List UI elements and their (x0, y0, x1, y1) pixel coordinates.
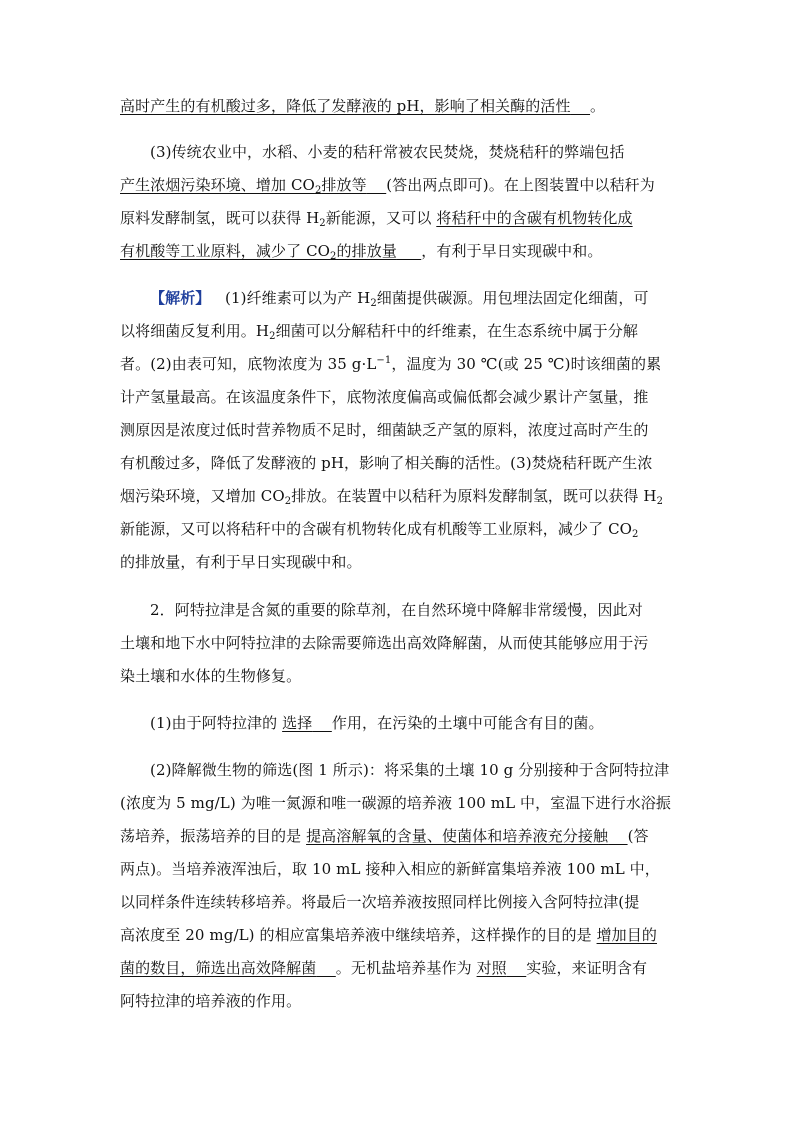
answer-underlined: 选择 (282, 714, 313, 732)
analysis-label: 【解析】 (150, 289, 211, 307)
question-2-part-2-line-4: 两点)。当培养液浑浊后，取 10 mL 接种入相应的新鲜富集培养液 100 mL 中， (120, 860, 660, 878)
analysis-line-3: 者。(2)由表可知，底物浓度为 35 $g\cdot L^{-1}$，温度为 30 ℃(或 25 ℃)时该细菌的累 (120, 355, 662, 373)
analysis-line-8: 新能源，又可以将秸秆中的含碳有机物转化成有机酸等工业原料，减少了 $CO_2$ (120, 520, 639, 540)
answer-underlined: 将秸秆中的含碳有机物转化成 (436, 209, 633, 227)
question-2-part-2-line-3: 荡培养，振荡培养的目的是 提高溶解氧的含量、使菌体和培养液充分接触 (答 (120, 827, 649, 845)
analysis-line-7: 烟污染环境，又增加 $CO_2$排放。在装置中以秸秆为原料发酵制氢，既可以获得 $H_2$ (120, 487, 664, 507)
question-2-intro-line-2: 土壤和地下水中阿特拉津的去除需要筛选出高效降解菌，从而使其能够应用于污 (120, 634, 649, 652)
question-2-part-2-line-7: 菌的数目，筛选出高效降解菌 。无机盐培养基作为 对照 实验，来证明含有 (120, 959, 648, 977)
question-2-intro-line-3: 染土壤和水体的生物修复。 (120, 667, 302, 685)
answer-underlined: 菌的数目，筛选出高效降解菌 (120, 959, 317, 977)
answer-underlined: 对照 (476, 959, 507, 977)
answer-underlined: 提高溶解氧的含量、使菌体和培养液充分接触 (306, 827, 609, 845)
question-2-part-1: (1)由于阿特拉津的 选择 作用，在污染的土壤中可能含有目的菌。 (150, 714, 604, 732)
answer-underlined: 产生浓烟污染环境、增加 $CO_2$排放等 (120, 176, 367, 196)
answer-line: 高时产生的有机酸过多，降低了发酵液的 pH，影响了相关酶的活性 。 (120, 97, 606, 115)
question-2-part-2-line-8: 阿特拉津的培养液的作用。 (120, 992, 302, 1010)
question-2-part-2-line-2: (浓度为 5 mg/L) 为唯一氮源和唯一碳源的培养液 100 mL 中，室温下进行水浴振 (120, 794, 672, 812)
question-3-line-2: 产生浓烟污染环境、增加 $CO_2$排放等 (答出两点即可)。在上图装置中以秸秆为 (120, 176, 655, 196)
question-3-line-3: 原料发酵制氢，既可以获得 $H_2$新能源，又可以 将秸秆中的含碳有机物转化成 (120, 209, 633, 229)
analysis-line-4: 计产氢量最高。在该温度条件下，底物浓度偏高或偏低都会减少累计产氢量，推 (120, 388, 649, 406)
analysis-line-5: 测原因是浓度过低时营养物质不足时，细菌缺乏产氢的原料，浓度过高时产生的 (120, 421, 649, 439)
answer-underlined: 高时产生的有机酸过多，降低了发酵液的 pH，影响了相关酶的活性 (120, 97, 571, 115)
analysis-line-9: 的排放量，有利于早日实现碳中和。 (120, 553, 362, 571)
question-3-line-1: (3)传统农业中，水稻、小麦的秸秆常被农民焚烧，焚烧秸秆的弊端包括 (150, 143, 625, 161)
analysis-line-2: 以将细菌反复利用。$H_2$细菌可以分解秸秆中的纤维素，在生态系统中属于分解 (120, 322, 638, 342)
answer-underlined: 增加目的 (596, 926, 657, 944)
analysis-line-6: 有机酸过多，降低了发酵液的 pH，影响了相关酶的活性。(3)焚烧秸秆既产生浓 (120, 454, 653, 472)
question-2-part-2-line-1: (2)降解微生物的筛选(图 1 所示)：将采集的土壤 10 g 分别接种于含阿特拉津 (150, 761, 670, 779)
question-2-part-2-line-6: 高浓度至 20 mg/L) 的相应富集培养液中继续培养，这样操作的目的是 增加目的 (120, 926, 657, 944)
question-2-part-2-line-5: 以同样条件连续转移培养。将最后一次培养液按照同样比例接入含阿特拉津(提 (120, 893, 640, 911)
analysis-line-1: 【解析】 (1)纤维素可以为产 $H_2$细菌提供碳源。用包埋法固定化细菌，可 (150, 289, 649, 309)
question-2-intro-line-1: 2．阿特拉津是含氮的重要的除草剂，在自然环境中降解非常缓慢，因此对 (150, 601, 643, 619)
answer-underlined: 有机酸等工业原料，减少了 $CO_2$的排放量 (120, 242, 397, 262)
question-3-line-4: 有机酸等工业原料，减少了 $CO_2$的排放量 ，有利于早日实现碳中和。 (120, 242, 603, 262)
